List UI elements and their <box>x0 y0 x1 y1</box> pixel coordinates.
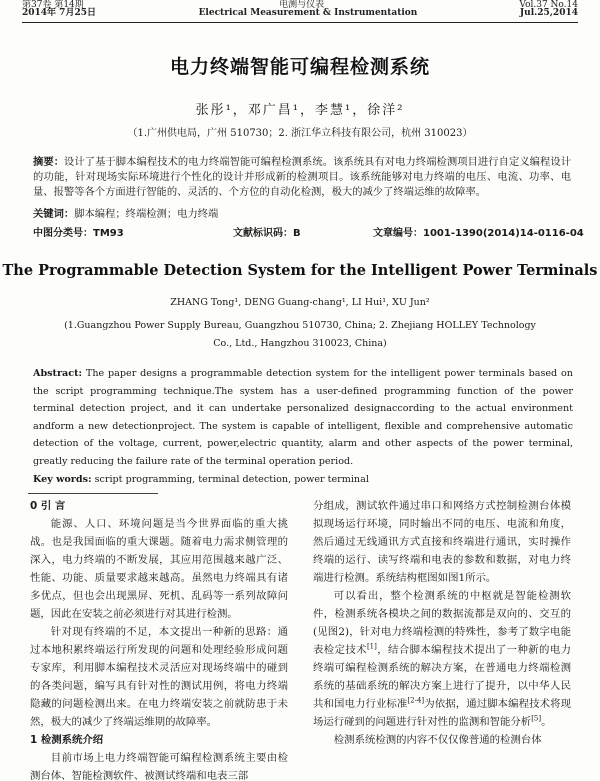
authors-chinese: 张彤¹，邓广昌¹，李慧¹，徐洋² <box>195 103 405 118</box>
section-heading-introduction: 0 引 言 <box>30 500 66 512</box>
keywords-chinese <box>33 207 571 222</box>
paragraph-text: 可以看出，整个检测系统的中枢就是智能检测软件，检测系统各模块之间的数据流都是双向的、交互的(见图2)，针对电力终端检测的特殊性，参考了数字电能表检定技术 <box>313 590 571 656</box>
journal-name-cn: 电测与仪表 <box>279 0 325 10</box>
paragraph-text: 为依据，通过脚本编程技术将现场运行碰到的问题进行针对性的监测和智能分析 <box>313 698 572 728</box>
paragraph-text: 。 <box>541 716 552 728</box>
body-column-right <box>313 497 571 749</box>
title-english: The Programmable Detection System for the Intelligent Power Terminals <box>2 262 598 279</box>
paragraph: 检测系统检测的内容不仅仅像普通的检测台体 <box>333 734 542 746</box>
abstract-text-cn: 设计了基于脚本编程技术的电力终端智能可编程检测系统。该系统具有对电力终端检测项目进行自定义编程设计的功能，针对现场实际环境进行个性化的设计并形成新的检测项目。该系统能够对电力终端的电压、电流、功率、电量、报警等各个方面进行智能的、灵活的、个方位的自动化检测，极大的减少了终端运维的故障率。 <box>33 156 572 198</box>
keywords-text-cn: 脚本编程；终端检测；电力终端 <box>74 208 219 220</box>
date-cn: 2014年 7月25日 <box>22 8 96 18</box>
citation: [1] <box>366 642 377 651</box>
affiliation-english: (1.Guangzhou Power Supply Bureau, Guangzhou 510730, China; 2. Zhejiang HOLLEY Technology Co., Ltd., Hangzhou 310023, China) <box>64 320 536 349</box>
abstract-label-en: Abstract: <box>33 368 83 379</box>
authors-english: ZHANG Tong¹, DENG Guang-chang¹, LI Hui¹, XU Jun² <box>170 297 430 308</box>
journal-name-en: Electrical Measurement & Instrumentation <box>198 8 418 18</box>
keywords-label-en: Key words: <box>33 474 92 485</box>
article-number: 文章编号：1001-1390(2014)14-0116-04 <box>373 228 584 239</box>
keywords-english <box>33 474 573 485</box>
section-divider <box>28 493 158 494</box>
body-column-left <box>30 497 288 781</box>
header-rule <box>22 22 578 23</box>
title-chinese: 电力终端智能可编程检测系统 <box>169 56 430 78</box>
section-heading-system: 1 检测系统介绍 <box>30 734 104 746</box>
document-code: 文献标识码：B <box>233 228 301 239</box>
keywords-text-en: script programming, terminal detection, power terminal <box>94 474 369 485</box>
affiliation-chinese: （1.广州供电局，广州 510730；2. 浙江华立科技有限公司，杭州 310023） <box>127 128 473 139</box>
volume-issue-cn: 第37卷 第14期 <box>22 0 84 10</box>
paragraph <box>313 587 571 731</box>
paragraph-continued: 分组成，测试软件通过串口和网络方式控制检测台体模拟现场运行环境，同时输出不同的电压、电流和角度，然后通过无线通讯方式直接和终端进行通讯，实时操作终端的运行、读写终端和电表的参数和数据，对电力终端进行检测。系统结构框图如图1所示。 <box>313 500 571 584</box>
volume-issue-en: Vol.37 No.14 <box>519 0 578 10</box>
abstract-english <box>33 365 573 470</box>
keywords-label-cn: 关键词： <box>33 208 75 220</box>
running-header-bottom <box>22 8 578 20</box>
paragraph-text: ，结合脚本编程技术提出了一种新的电力终端可编程检测系统的解决方案，在普通电力终端检测系统的基础系统的解决方案上进行了提升，以中华人民共和国电力行业标准 <box>313 644 572 710</box>
paragraph: 针对现有终端的不足，本文提出一种新的思路：通过本地积累终端运行所发现的问题和处理经验形成问题专家库，利用脚本编程技术灵活应对现场终端中的碰到的各类问题，编写具有针对性的测试用例，将电力终端隐藏的问题检测出来。在电力终端安装之前就防患于未然，极大的减少了终端运维期的故障率。 <box>30 626 288 728</box>
date-en: Jul.25,2014 <box>519 8 578 18</box>
abstract-chinese <box>33 155 571 200</box>
abstract-text-en: The paper designs a programmable detection system for the intelligent power terminals based on the script programming technique.The system has a user-defined programming function of the power terminal detection project, and it can undertake personalized designaccording to the actual environment andform a new detectionproject. The system is capable of intelligent, flexible and comprehensive automatic detection of the voltage, current, power,electric quantity, alarm and other aspects of the power terminal, greatly reducing the failure rate of the terminal operation period. <box>33 368 573 467</box>
citation: [2-4] <box>407 696 425 705</box>
citation: [5] <box>531 714 542 723</box>
abstract-label-cn: 摘要： <box>33 156 65 168</box>
paragraph: 能源、人口、环境问题是当今世界面临的重大挑战。也是我国面临的重大课题。随着电力需求侧管理的深入，电力终端的不断发展，其应用范围越来越广泛、性能、功能、质量要求越来越高。虽然电力终端具有诸多优点，但也会出现黑屏、死机、乱码等一系列故障问题，因此在安装之前必须进行对其进行检测。 <box>30 518 288 620</box>
clc-number: 中图分类号：TM93 <box>33 228 124 239</box>
paragraph: 目前市场上电力终端智能可编程检测系统主要由检测台体、智能检测软件、被测试终端和电表三部 <box>30 752 288 781</box>
